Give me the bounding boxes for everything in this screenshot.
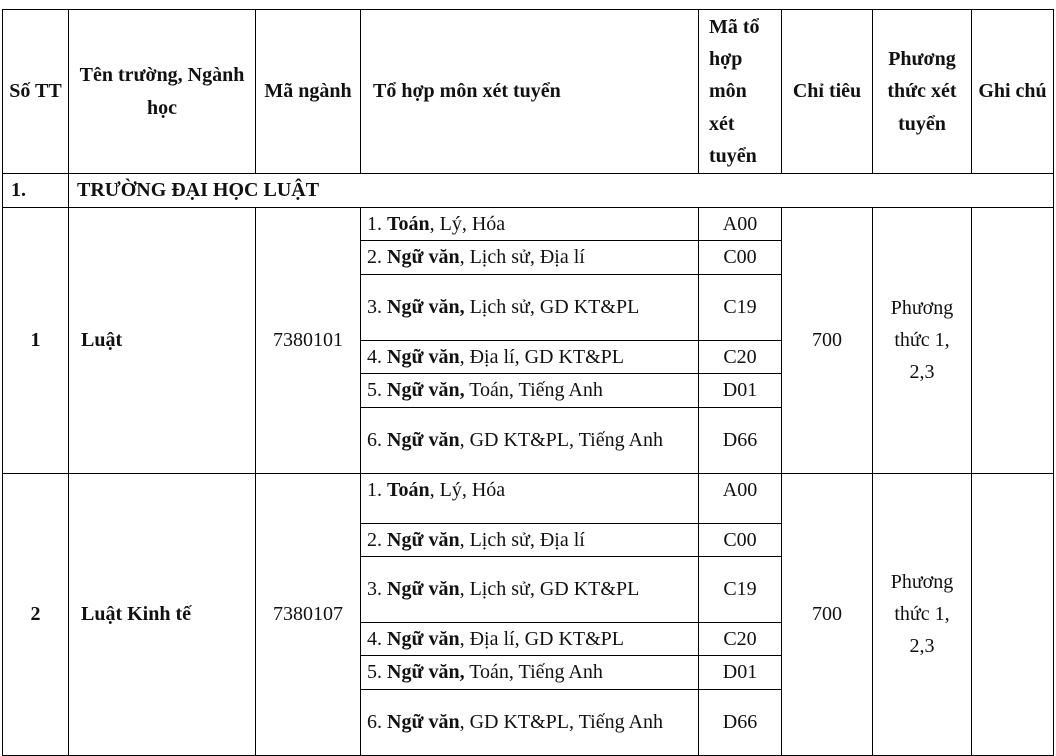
combo-subjects (361, 374, 699, 407)
section-number: 1. (3, 174, 69, 208)
major-quota: 700 (782, 473, 873, 755)
major-note (972, 473, 1054, 755)
combo-number: 2. (367, 246, 387, 269)
combo-other-subjects: Lịch sử, GD KT&PL (464, 296, 640, 319)
combo-lead-subject: Ngữ văn (387, 627, 460, 650)
combo-code: A00 (699, 208, 782, 241)
major-stt: 2 (3, 473, 69, 755)
combo-lead-subject: Ngữ văn (387, 711, 460, 734)
combo-other-subjects: , Địa lí, GD KT&PL (459, 627, 625, 650)
combo-code: D66 (699, 689, 782, 755)
combo-lead-subject: Ngữ văn, (387, 379, 465, 402)
combo-code: C00 (699, 523, 782, 556)
combo-number: 5. (367, 661, 387, 684)
combo-other-subjects: , GD KT&PL, Tiếng Anh (459, 428, 663, 451)
combo-subjects (361, 656, 699, 689)
combo-number: 6. (367, 428, 387, 451)
combo-number: 3. (367, 296, 387, 319)
combo-other-subjects: , Địa lí, GD KT&PL (459, 345, 625, 368)
header-ten: Tên trường, Ngành học (69, 10, 256, 174)
major-name: Luật (69, 208, 256, 474)
combo-lead-subject: Ngữ văn (387, 428, 460, 451)
combo-number: 4. (367, 345, 387, 368)
combo-lead-subject: Ngữ văn (387, 528, 460, 551)
combo-number: 3. (367, 578, 387, 601)
combo-lead-subject: Ngữ văn (387, 345, 460, 368)
section-row (3, 174, 1054, 208)
combo-lead-subject: Ngữ văn (387, 246, 460, 269)
combo-row (3, 208, 1054, 241)
header-ma-to-hop: Mã tổ hợp môn xét tuyển (699, 10, 782, 174)
combo-number: 2. (367, 528, 387, 551)
combo-code: C20 (699, 340, 782, 373)
major-method: Phương thức 1, 2,3 (873, 473, 972, 755)
combo-number: 4. (367, 627, 387, 650)
header-chi-tieu: Chỉ tiêu (782, 10, 873, 174)
major-note (972, 208, 1054, 474)
combo-code: D01 (699, 374, 782, 407)
header-phuong-thuc: Phương thức xét tuyển (873, 10, 972, 174)
combo-subjects (361, 208, 699, 241)
combo-lead-subject: Ngữ văn, (387, 296, 465, 319)
major-name: Luật Kinh tế (69, 473, 256, 755)
combo-subjects (361, 473, 699, 523)
combo-code: D66 (699, 407, 782, 473)
combo-other-subjects: , Lịch sử, Địa lí (459, 528, 585, 551)
combo-code: C20 (699, 622, 782, 655)
combo-subjects (361, 689, 699, 755)
section-name: TRƯỜNG ĐẠI HỌC LUẬT (69, 174, 1054, 208)
combo-subjects (361, 241, 699, 274)
combo-subjects (361, 407, 699, 473)
combo-other-subjects: Toán, Tiếng Anh (464, 661, 603, 684)
header-to-hop: Tổ hợp môn xét tuyển (361, 10, 699, 174)
combo-code: C00 (699, 241, 782, 274)
combo-code: D01 (699, 656, 782, 689)
combo-subjects (361, 340, 699, 373)
major-code: 7380101 (256, 208, 361, 474)
combo-other-subjects: , Lịch sử, Địa lí (459, 246, 585, 269)
combo-other-subjects: , Lý, Hóa (429, 213, 506, 235)
combo-lead-subject: Toán (387, 213, 430, 235)
major-stt: 1 (3, 208, 69, 474)
combo-row (3, 473, 1054, 523)
header-ma-nganh: Mã ngành (256, 10, 361, 174)
combo-code: A00 (699, 473, 782, 523)
header-row (3, 10, 1054, 174)
combo-code: C19 (699, 556, 782, 622)
combo-lead-subject: Ngữ văn, (387, 661, 465, 684)
combo-other-subjects: , Lý, Hóa (429, 478, 506, 501)
combo-code: C19 (699, 274, 782, 340)
combo-number: 6. (367, 711, 387, 734)
major-quota: 700 (782, 208, 873, 474)
combo-subjects (361, 523, 699, 556)
admission-table (2, 9, 1054, 756)
combo-other-subjects: , Lịch sử, GD KT&PL (459, 578, 640, 601)
major-method: Phương thức 1, 2,3 (873, 208, 972, 474)
combo-lead-subject: Ngữ văn (387, 578, 460, 601)
header-ghi-chu: Ghi chú (972, 10, 1054, 174)
combo-subjects (361, 556, 699, 622)
combo-number: 5. (367, 379, 387, 402)
combo-number: 1. (367, 478, 387, 501)
major-code: 7380107 (256, 473, 361, 755)
combo-other-subjects: Toán, Tiếng Anh (464, 379, 603, 402)
header-stt: Số TT (3, 10, 69, 174)
combo-lead-subject: Toán (387, 478, 430, 501)
combo-other-subjects: , GD KT&PL, Tiếng Anh (459, 711, 663, 734)
combo-number: 1. (367, 213, 387, 235)
combo-subjects (361, 622, 699, 655)
combo-subjects (361, 274, 699, 340)
